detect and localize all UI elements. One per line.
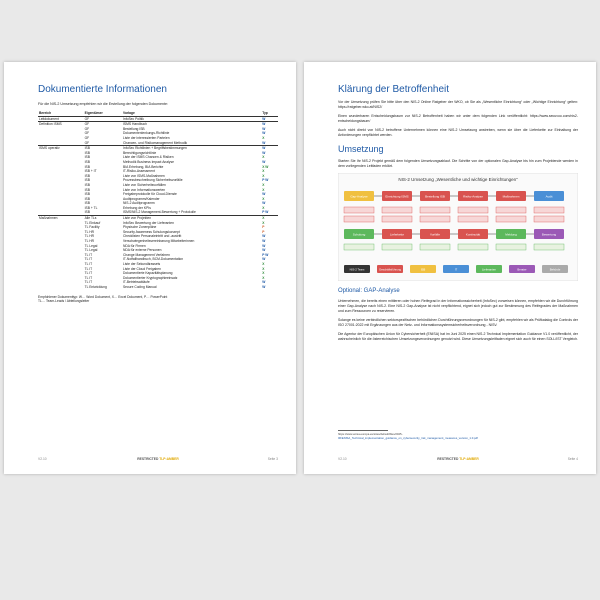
- section-heading-betroffenheit: Klärung der Betroffenheit: [338, 84, 450, 95]
- header-type: Typ: [261, 111, 278, 116]
- table-cell-template: Liste der interessierten Parteien: [122, 135, 170, 140]
- diagram-sub-box: [458, 244, 488, 250]
- diagram-legend-label: ISB: [420, 267, 426, 272]
- table-cell-type: P: [262, 229, 265, 234]
- table-cell-type: X: [262, 169, 265, 174]
- diagram-frame: [338, 173, 578, 281]
- table-cell-type: W: [262, 159, 266, 164]
- table-cell-area: Maßnahmen: [38, 216, 84, 221]
- table-cell-type: W: [262, 234, 266, 239]
- footnote-link[interactable]: 06/ENISA_Technical_implementation_guidance_on_cybersecurity_risk_management_measures_version_1.0.pdf: [338, 435, 478, 440]
- table-cell-owner: TL IT: [84, 275, 93, 280]
- diagram-legend-label: NIS-2 Team: [349, 267, 365, 272]
- table-cell-template: IT-Risiko-Assessment: [122, 169, 155, 174]
- documents-table-body: [38, 116, 278, 289]
- table-cell-template: Freigabeprotokolle für Cloud-Dienste: [122, 192, 177, 197]
- table-cell-type: W: [262, 248, 266, 253]
- diagram-sub-box: [496, 244, 526, 250]
- diagram-sub-box: [420, 207, 450, 213]
- table-cell-template: Security Awareness Schulungskonzept: [122, 229, 180, 234]
- table-cell-type: P W: [262, 252, 269, 257]
- table-cell-type: P W: [262, 210, 269, 215]
- table-cell-template: Secure Coding Manual: [122, 284, 157, 289]
- table-cell-type: X: [262, 266, 265, 271]
- table-cell-template: Verschwiegenheitsvereinbarung Mitarbeiterinnen: [122, 239, 195, 244]
- paragraph-gap-2: Solange es keine verbindlichen sektorspezifischen behördlichen Durchführungsverordnungen für NIS-2 gibt, empfehlen wir als Prüfkatalog die Controls der ISO 27001:2022 mit Ergänzungen aus der Netz- und Informationssystemsicherheitsverordnung - NISV.: [338, 318, 578, 327]
- diagram-box-label: Vorfälle: [429, 232, 441, 237]
- table-cell-type: X: [262, 205, 265, 210]
- diagram-sub-box: [344, 207, 374, 213]
- table-cell-template: ISMS/NIS-2 Management-Bewertung + Protokolle: [122, 210, 196, 215]
- diagram-sub-box: [344, 216, 374, 222]
- table-cell-template: Berechtigungsrichtlinie: [122, 150, 157, 155]
- table-cell-owner: TL IT: [84, 257, 93, 262]
- table-cell-template: Liste von Sicherheitsvorfällen: [122, 182, 166, 187]
- section-heading-umsetzung: Umsetzung: [338, 144, 384, 154]
- table-cell-owner: ISB: [84, 173, 90, 178]
- diagram-legend-label: Behörde: [549, 267, 561, 272]
- paragraph-umsetzung: Starten Sie Ihr NIS-2 Projekt gemäß dem folgenden Umsetzungsablauf. Die Schritte von der optionalen Gap-Analyse bis hin zum Projektende werden in dem vorliegenden Leitfaden erklärt.: [338, 159, 578, 168]
- table-cell-owner: GF: [84, 116, 122, 122]
- diagram-sub-box: [534, 207, 564, 213]
- table-cell-owner: TL IT: [84, 266, 93, 271]
- table-cell-owner: GF: [84, 122, 122, 127]
- table-cell-owner: TL Legal: [84, 248, 98, 253]
- table-cell-template: NDA für Firmen: [122, 243, 146, 248]
- diagram-sub-box: [382, 207, 412, 213]
- table-cell-owner: TL IT: [84, 252, 93, 257]
- intro-text: Für die NIS-2 Umsetzung empfehlen wir die Erstellung der folgenden Dokumente:: [38, 102, 169, 106]
- table-cell-type: W: [262, 243, 266, 248]
- diagram-sub-box: [458, 216, 488, 222]
- implementation-diagram-svg: [338, 173, 578, 281]
- table-cell-template: InfoSec Politik: [122, 116, 261, 122]
- table-cell-type: X: [262, 173, 265, 178]
- table-cell-owner: Alle TLs: [84, 216, 122, 221]
- diagram-sub-box: [382, 244, 412, 250]
- table-cell-type: X: [262, 220, 265, 225]
- legend-doc-types: Empfohlener Dokumenttyp: W… Word Dokument, X… Excel Dokument, P… PowerPoint: [38, 294, 168, 299]
- table-cell-type: X: [262, 275, 265, 280]
- table-cell-type: W: [262, 280, 266, 285]
- table-cell-type: P: [262, 225, 265, 230]
- footer-version: V2.10: [38, 457, 47, 461]
- diagram-box-label: Schulung: [352, 232, 366, 237]
- table-cell-template: Liste der Cloud Freigaben: [122, 266, 161, 271]
- table-cell-area: ISMS operativ: [38, 146, 84, 151]
- paragraph-entscheidungsbaum: Einen wunderbaren Entscheidungsbaum zur NIS-2 Betroffenheit haben wir unter dem folgenden Link veröffentlicht: https://www.secuvoo.com/nis2-entscheidungsbaum/: [338, 114, 578, 123]
- table-cell-type: X: [262, 271, 265, 276]
- table-cell-template: Liste der Sekundärassets: [122, 262, 161, 266]
- diagram-sub-box: [420, 216, 450, 222]
- table-cell-template: Checklisten Personaleintritt und -austritt: [122, 234, 182, 239]
- table-cell-owner: ISB + TL: [84, 205, 98, 210]
- table-cell-owner: TL IT: [84, 262, 93, 266]
- paragraph-lieferkette: Auch nicht direkt von NIS-2 betroffene Unternehmen können eine NIS-2 Umsetzung anstreben, wenn sie über die Lieferkette zur Einhaltung der Anforderungen verpflichtet werden.: [338, 128, 578, 137]
- table-cell-owner: GF: [84, 126, 90, 131]
- table-cell-type: W: [262, 201, 266, 206]
- diagram-sub-box: [382, 216, 412, 222]
- table-cell-owner: TL Entwicklung: [84, 284, 107, 289]
- paragraph-gap-3: Die Agentur der Europäischen Union für Cybersicherheit (ENISA) hat im Juni 2025 einen NIS-2 Technical Implementation Guidance V1.0 veröffentlicht, der wahrscheinlich für die österreichischen Umsetzungsverordnungen genutzt wird. Diese Umsetzungsleitfaden eignet sich auch für einen SOLL/IST Vergleich.: [338, 332, 579, 341]
- table-cell-type: W: [262, 257, 266, 262]
- table-cell-type: W: [262, 239, 266, 244]
- table-cell-template: NDA für externe Personen: [122, 248, 162, 253]
- diagram-box-label: Bewertung: [541, 232, 557, 237]
- table-cell-type: P W: [262, 178, 269, 183]
- table-cell-area: Definition ISMS: [38, 122, 84, 127]
- implementation-diagram: [338, 173, 578, 281]
- table-cell-owner: ISB: [84, 187, 90, 192]
- diagram-box-label: Einrichtung ISMS: [385, 194, 409, 199]
- paragraph-gap-1: Unternehmen, die bereits einen mittleren oder hohen Reifegrad in der Informationssicherheit (InfoSec) vorweisen können, empfehlen wir die Durchführung einer Gap-Analyse nach NIS-2. Eine NIS-2 Gap-Analyse ist nicht verpflichtend, eignet sich jedoch gut zur Bestimmung des Reifegrades der Maßnahmen und zum Ressourcen zu reservieren.: [338, 299, 578, 313]
- table-cell-template: InfoSec Bewertung der Lieferanten: [122, 220, 174, 225]
- table-cell-template: BIA Erhebung, BIA Berichte: [122, 164, 164, 169]
- table-cell-template: IT-Betriebsabläufe: [122, 280, 150, 285]
- table-cell-owner: ISB + IT: [84, 169, 97, 174]
- table-cell-template: Dokumentierte Kapazitätsplanung: [122, 271, 173, 276]
- table-cell-owner: TL Legal: [84, 243, 98, 248]
- table-cell-owner: GF: [84, 135, 90, 140]
- table-cell-type: X W: [262, 164, 269, 169]
- table-cell-template: Liste von Informationswerten: [122, 187, 166, 192]
- diagram-box-label: Risiko-Analyse: [463, 194, 483, 199]
- table-cell-template: Auditprogramm/Kalender: [122, 196, 160, 201]
- table-cell-owner: TL Einkauf: [84, 220, 101, 225]
- table-cell-template: Liste von Projekten: [122, 216, 261, 221]
- table-cell-type: X: [262, 196, 265, 201]
- table-cell-owner: TL IT: [84, 280, 93, 285]
- diagram-sub-box: [344, 244, 374, 250]
- table-cell-template: ISMS Handbuch: [122, 122, 261, 127]
- diagram-box-label: Audit: [545, 194, 553, 199]
- footnote: [338, 430, 578, 441]
- table-cell-template: Bestellung ISB: [122, 126, 145, 131]
- table-cell-type: W: [262, 140, 266, 145]
- table-cell-owner: ISB: [84, 159, 90, 164]
- diagram-box-label: Meldung: [505, 232, 517, 237]
- table-cell-type: W: [262, 284, 266, 289]
- table-cell-template: Physische Zonenpläne: [122, 225, 157, 230]
- footer-tlp: TLP:AMBER: [459, 457, 479, 461]
- diagram-sub-box: [496, 216, 526, 222]
- documents-table: [38, 111, 278, 290]
- page-heading: Dokumentierte Informationen: [38, 84, 167, 95]
- table-cell-template: Prozessbeschreibung Sicherheitsvorfälle: [122, 178, 183, 183]
- footer-page-number: Seite 3: [267, 457, 278, 461]
- diagram-legend-label: IT: [454, 267, 458, 272]
- table-cell-area: [38, 285, 84, 290]
- table-cell-type: X: [261, 216, 278, 221]
- document-page-3: [4, 62, 296, 474]
- table-cell-owner: ISB: [84, 164, 90, 169]
- table-cell-template: Change Management Verfahren: [122, 252, 170, 257]
- table-cell-template: IT-Notfallhandbuch, BCM-Dokumentation: [122, 257, 184, 262]
- table-cell-owner: ISB: [84, 182, 90, 187]
- footnote-text-a: https://www.enisa.europa.eu/sites/default/files/2025-: [338, 432, 403, 436]
- table-cell-owner: ISB: [84, 210, 90, 215]
- paragraph-ratgeber: Vor der Umsetzung prüfen Sie bitte über den NIS-2 Online Ratgeber der WKO, ob Sie als „Wesentliche Einrichtung“ oder „Wichtige Einrichtung“ gelten: https://ratgeber.wko.at/NIS2/: [338, 100, 578, 109]
- footer-version: V2.10: [338, 457, 347, 461]
- table-cell-type: W: [261, 146, 278, 151]
- table-cell-owner: TL HR: [84, 229, 94, 234]
- table-cell-owner: ISB: [84, 196, 90, 201]
- table-cell-template: Methodik Business Impact Analyse: [122, 159, 174, 164]
- diagram-sub-box: [420, 244, 450, 250]
- footer-classification: [38, 457, 278, 461]
- footer-restricted: RESTRICTED: [437, 457, 459, 461]
- diagram-box-label: Maßnahmen: [502, 194, 520, 199]
- diagram-box-label: Kontinuität: [465, 232, 481, 237]
- table-cell-owner: ISB: [84, 192, 90, 197]
- table-cell-owner: ISB: [84, 150, 90, 155]
- header-area: Bereich: [38, 111, 84, 116]
- footer-restricted: RESTRICTED: [137, 457, 159, 461]
- table-cell-template: InfoSec Richtlinien + Begriffsbestimmungen: [122, 146, 261, 151]
- table-cell-template: Dokumentenlenkungs-Richtlinie: [122, 131, 170, 136]
- table-cell-template: NIS-2 Auditprogramm: [122, 201, 155, 206]
- table-cell-type: W: [262, 126, 266, 131]
- diagram-legend-label: Geschäftsführung: [378, 267, 402, 272]
- table-cell-type: X: [262, 262, 265, 266]
- table-cell-owner: ISB: [84, 155, 90, 160]
- table-cell-owner: TL HR: [84, 234, 94, 239]
- diagram-sub-box: [458, 207, 488, 213]
- table-cell-type: W: [262, 131, 266, 136]
- table-cell-type: X: [262, 135, 265, 140]
- diagram-legend-label: Lieferanten: [482, 267, 496, 272]
- diagram-box-label: Bestellung ISB: [425, 194, 445, 199]
- table-cell-type: X: [262, 155, 265, 160]
- table-cell-type: W: [261, 116, 278, 122]
- header-template: Vorlage: [122, 111, 261, 116]
- diagram-sub-box: [534, 216, 564, 222]
- table-cell-type: W: [262, 192, 266, 197]
- document-page-4: [304, 62, 596, 474]
- diagram-box-label: Gap-Analyse: [350, 194, 368, 199]
- table-cell-template: Dokumentierter Kryptographieeinsatz: [122, 275, 178, 280]
- table-cell-template: Liste von ISMS-Maßnahmen: [122, 173, 165, 178]
- table-cell-template: Erhebung der KPIs: [122, 205, 151, 210]
- table-row: [38, 285, 278, 290]
- footnote-rule: [338, 430, 388, 431]
- table-legend: [38, 295, 278, 304]
- footer-page-number: Seite 4: [567, 457, 578, 461]
- section-heading-gap-analyse: Optional: GAP-Analyse: [338, 288, 400, 294]
- table-cell-owner: TL IT: [84, 271, 93, 276]
- table-cell-area: Leitdokument: [38, 116, 84, 122]
- footer-tlp: TLP:AMBER: [159, 457, 179, 461]
- diagram-title: NIS-2 Umsetzung „Wesentliche und wichtige Einrichtungen“: [398, 177, 518, 182]
- diagram-sub-box: [496, 207, 526, 213]
- table-cell-type: X: [262, 187, 265, 192]
- table-cell-owner: GF: [84, 140, 90, 145]
- table-cell-owner: ISB: [84, 146, 122, 151]
- table-cell-template: Chancen- und Risikomanagement Methodik: [122, 140, 188, 145]
- table-cell-type: X: [262, 182, 265, 187]
- table-cell-owner: GF: [84, 131, 90, 136]
- table-cell-owner: ISB: [84, 201, 90, 206]
- legend-tl: TL… Team-Leads / Abteilungsleiter: [38, 299, 90, 304]
- diagram-sub-box: [534, 244, 564, 250]
- footer-classification: [338, 457, 578, 461]
- table-cell-owner: ISB: [84, 178, 90, 183]
- diagram-legend-label: Berater: [517, 267, 527, 272]
- table-cell-template: Liste der ISMS Chancen & Risiken: [122, 155, 174, 160]
- diagram-box-label: Lieferkette: [389, 232, 405, 237]
- table-cell-type: W: [261, 122, 278, 127]
- table-cell-type: W: [262, 150, 266, 155]
- table-cell-owner: TL HR: [84, 239, 94, 244]
- header-owner: Eigentümer: [84, 111, 122, 116]
- table-cell-owner: TL Facility: [84, 225, 100, 230]
